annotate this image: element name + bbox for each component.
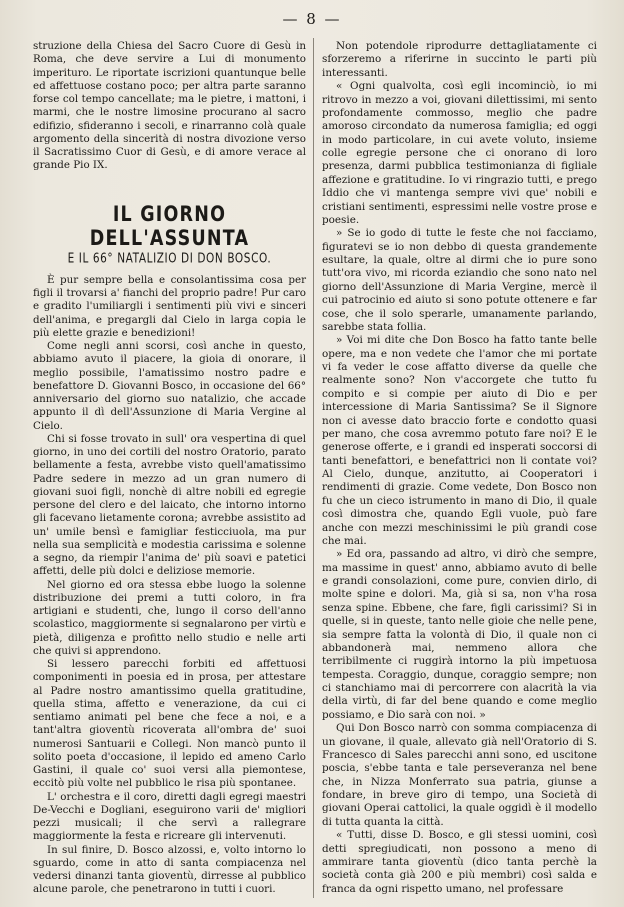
article-subtitle: E IL 66° NATALIZIO DI DON BOSCO. <box>67 250 272 266</box>
paragraph: » Ed ora, passando ad altro, vi dirò che sempre, ma massime in quest' anno, abbiamo avuto di belle e grandi consolazioni, come pure, convien dirlo, di molte spine e dolori. Ma, già si sa, non v'ha rosa senza spine. Ebbene, che fare, figli carissimi? Si in quelle, si in queste, tanto nelle gioie che nelle pene, sia sempre fatta la volontà di Dio, il quale non ci abbandonerà mai, nemmeno allora che terribilmente ci ruggirà intorno la più impetuosa tempesta. Coraggio, dunque, coraggio sempre; non ci stanchiamo mai di percorrere con alacrità la via della virtù, di far del bene quando e come meglio possiamo, e Dio sarà con noi. » <box>322 548 597 721</box>
paragraph: Non potendole riprodurre dettagliatamente ci sforzeremo a riferirne in succinto le parti più interessanti. <box>322 40 597 79</box>
page-number: — 8 — <box>282 10 342 28</box>
paragraph: struzione della Chiesa del Sacro Cuore di Gesù in Roma, che deve servire a Lui di monumento imperituro. Le riportate iscrizioni quantunque belle ed affettuose costano poco; per altra parte saranno forse col tempo cancellate; ma le pietre, i mattoni, i marmi, che le nostre limosine procurano al sacro edifizio, sfideranno i secoli, e rinarranno colà quale argomento della sincerità di nostra divozione verso il Sacratissimo Cuor di Gesù, e di amore verace al grande Pio IX. <box>33 40 306 172</box>
paragraph: « Tutti, disse D. Bosco, e gli stessi uomini, così detti spregiudicati, non possono a meno di ammirare tanta gioventù (dico tanta perchè la società conta già 200 e più membri) così salda e franca da ogni rispetto umano, nel professare <box>322 829 597 895</box>
paragraph: Si lessero parecchi forbiti ed affettuosi componimenti in poesia ed in prosa, per attestare al Padre nostro amantissimo quella gratitudine, quella stima, affetto e venerazione, da cui ci sentiamo animati pel bene che fece a noi, e a tant'altra gioventù ricoverata all'ombra de' suoi numerosi Santuarii e Collegi. Non mancò punto il solito poeta d'occasione, il lepido ed ameno Carlo Gastini, il quale co' suoi versi alla piemontese, eccitò più volte nel pubblico le risa più spontanee. <box>33 658 306 790</box>
paragraph: Qui Don Bosco narrò con somma compiacenza di un giovane, il quale, allevato già nell'Oratorio di S. Francesco di Sales parecchi anni sono, ed uscitone poscia, s'ebbe tanta e tale perseveranza nel bene che, in Nizza Monferrato sua patria, giunse a fondare, in breve giro di tempo, una Società di giovani Operai cattolici, la quale oggidì è il modello di tutta quanta la città. <box>322 722 597 828</box>
column-divider <box>313 38 314 898</box>
right-column <box>322 40 597 896</box>
paragraph: Chi si fosse trovato in sull' ora vespertina di quel giorno, in uno dei cortili del nostro Oratorio, parato bellamente a festa, avrebbe visto quell'amatissimo Padre sedere in mezzo ad un gran numero di giovani suoi figli, nonchè di altre nobili ed egregie persone del clero e del laicato, che intorno intorno gli facevano lietamente corona; avrebbe assistito ad un' umile bensì e famigliar festicciuola, ma pur nella sua semplicità e modestia carissima e solenne a segno, da riempir l'anima de' più soavi e patetici affetti, delle più dolci e deliziose memorie. <box>33 432 306 578</box>
paragraph: Come negli anni scorsi, così anche in questo, abbiamo avuto il piacere, la gioia di onorare, il meglio possibile, l'amatissimo nostro padre e benefattore D. Giovanni Bosco, in occasione del 66° anniversario del giorno suo natalizio, che accade appunto il dì dell'Assunzione di Maria Vergine al Cielo. <box>33 340 306 432</box>
paragraph: È pur sempre bella e consolantissima cosa per figli il trovarsi a' fianchi del proprio padre! Pur caro e gradito l'umiliargli i sentimenti più vivi e sinceri dell'anima, e pregargli dal Cielo in larga copia le più elette grazie e benedizioni! <box>33 273 306 339</box>
paragraph: Nel giorno ed ora stessa ebbe luogo la solenne distribuzione dei premi a tutti coloro, in fra artigiani e studenti, che, lungo il corso dell'anno scolastico, maggiormente si segnalarono per virtù e pietà, diligenza e profitto nello studio e nelle arti che quivi si apprendono. <box>33 578 306 657</box>
paragraph: In sul finire, D. Bosco alzossi, e, volto intorno lo sguardo, come in atto di santa compiacenza nel vedersi dinanzi tanta gioventù, dirresse al pubblico alcune parole, che penetrarono in tutti i cuori. <box>33 843 306 896</box>
paragraph: » Voi mi dite che Don Bosco ha fatto tante belle opere, ma e non vedete che l'amor che mi portate vi fa veder le cose affatto diverse da quelle che realmente sono? Non v'accorgete che tutto fu compito e si compie per aiuto di Dio e per intercessione di Maria Santissima? Se il Signore non ci avesse dato braccio forte e condotto quasi per mano, che cosa avremmo potuto fare noi? E le generose offerte, e i grandi ed insperati soccorsi di tanti benefattori, e benefattrici non li contate voi? Al Cielo, dunque, anzitutto, ai Cooperatori i rendimenti di grazie. Come vedete, Don Bosco non fu che un cieco istrumento in mano di Dio, il quale così dimostra che, quando Egli vuole, può fare anche con mezzi meschinissimi le più grandi cose che mai. <box>322 334 597 547</box>
paragraph: » Se io godo di tutte le feste che noi facciamo, figuratevi se io non debbo di questa grandemente esultare, la quale, oltre al dirmi che io pure sono tutt'ora vivo, mi ricorda eziandio che sono nato nel giorno dell'Assunzione di Maria Vergine, mercè il cui patrocinio ed aiuto si sono potute ottenere e far cose, che il solo sperarle, umanamente parlando, sarebbe stata follia. <box>322 227 597 333</box>
left-column <box>33 40 306 897</box>
paragraph: L' orchestra e il coro, diretti dagli egregi maestri De-Vecchi e Dogliani, eseguirono varii de' migliori pezzi musicali; il che servì a rallegrare maggiormente la festa e ricreare gli intervenuti. <box>33 790 306 843</box>
paragraph: « Ogni qualvolta, così egli incominciò, io mi ritrovo in mezzo a voi, giovani dilettissimi, mi sento profondamente commosso, meglio che padre amoroso circondato da numerosa famiglia; ed oggi in modo particolare, in cui avete voluto, insieme colle egregie persone che ci onorano di loro presenza, darmi pubblica testimonianza di figliale affezione e gratitudine. Io vi ringrazio tutti, e prego Iddio che vi mantenga sempre vivi que' nobili e cristiani sentimenti, espressimi nelle vostre prose e poesie. <box>322 80 597 226</box>
article-title: IL GIORNO DELL'ASSUNTA <box>89 202 250 251</box>
